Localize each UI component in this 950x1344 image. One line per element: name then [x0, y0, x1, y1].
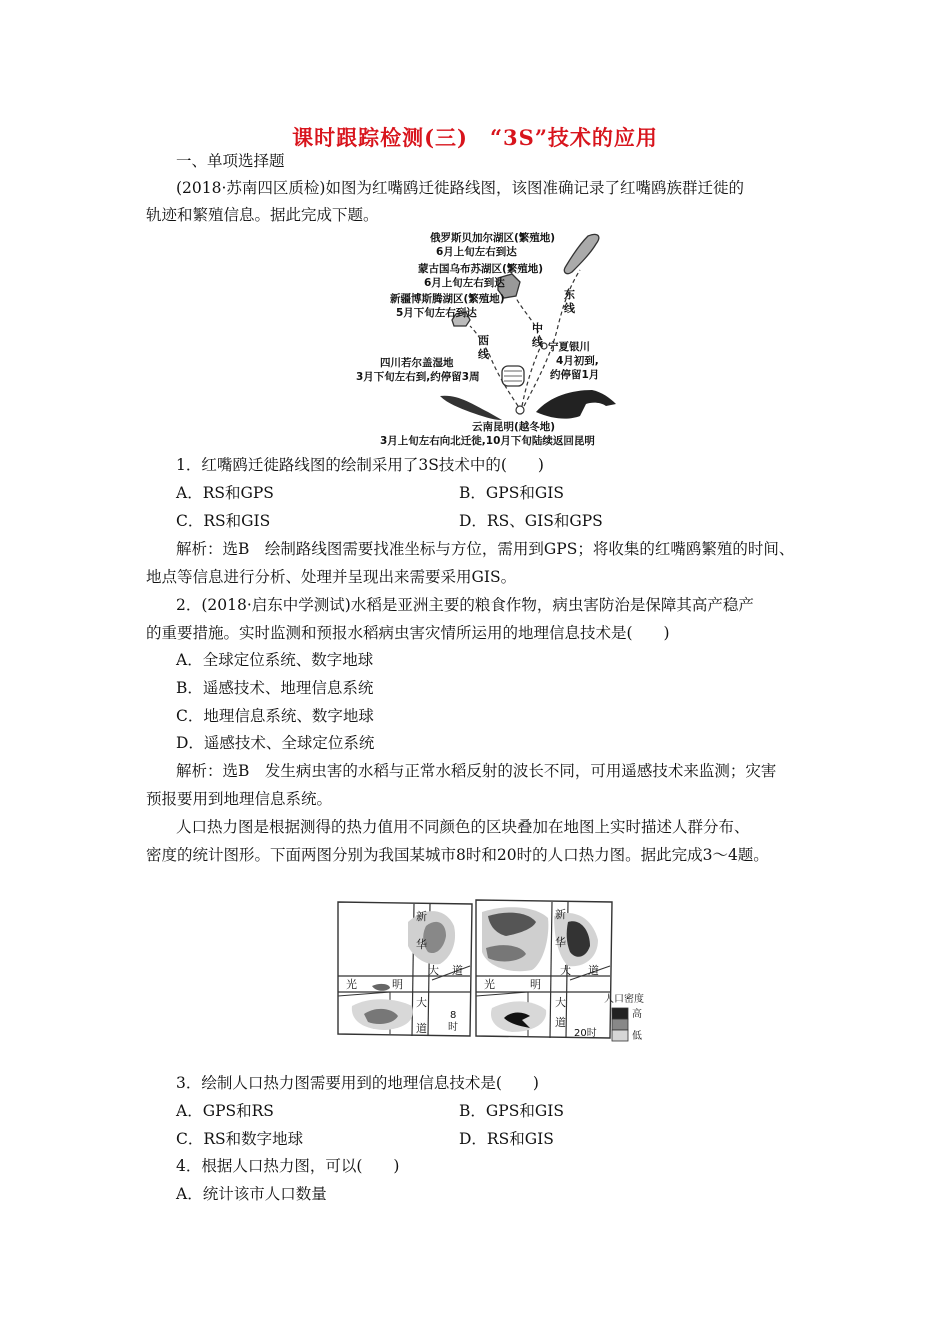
right-guangming-1: 光	[484, 978, 495, 991]
q2-option-c: C．地理信息系统、数字地球	[176, 707, 374, 725]
label-sichuan-time: 3月下旬左右到,约停留3周	[356, 371, 480, 383]
right-xinhua-2: 华	[555, 936, 566, 949]
legend-title: 人口密度	[604, 994, 644, 1005]
q4-option-a: A．统计该市人口数量	[176, 1185, 327, 1203]
left-guangming-2: 明	[392, 978, 403, 991]
q1-stem: 1．红嘴鸥迁徙路线图的绘制采用了3S技术中的( )	[176, 456, 544, 474]
intro2-line2: 密度的统计图形。下面两图分别为我国某城市8时和20时的人口热力图。据此完成3～4题。	[146, 846, 769, 864]
right-xinhua-1: 新	[555, 908, 566, 921]
intro1-line2: 轨迹和繁殖信息。据此完成下题。	[146, 206, 379, 224]
label-20: 20时	[574, 1028, 597, 1039]
right-guangming-3: 大	[555, 996, 566, 1009]
q1-option-c: C．RS和GIS	[176, 512, 271, 530]
q2-analysis-line1: 解析：选B 发生病虫害的水稻与正常水稻反射的波长不同，可用遥感技术来监测；灾害	[176, 762, 777, 780]
intro1-line1: (2018·苏南四区质检)如图为红嘴鸥迁徙路线图，该图准确记录了红嘴鸥族群迁徙的	[176, 179, 744, 197]
q2-option-a: A．全球定位系统、数字地球	[176, 651, 374, 669]
label-8-1: 8	[450, 1010, 457, 1021]
label-ningxia-time1: 4月初到,	[556, 355, 599, 367]
legend-low-swatch	[612, 1030, 628, 1041]
q2-stem-line1: 2．(2018·启东中学测试)水稻是亚洲主要的粮食作物，病虫害防治是保障其高产稳产	[176, 596, 754, 614]
q3-option-b: B．GPS和GIS	[459, 1102, 564, 1120]
label-xinjiang: 新疆博斯腾湖区(繁殖地)	[390, 293, 505, 305]
middle-route	[516, 298, 541, 406]
label-yunnan: 云南昆明(越冬地)	[472, 421, 556, 433]
left-guangming-4: 道	[416, 1022, 427, 1035]
q2-analysis-line2: 预报要用到地理信息系统。	[146, 790, 333, 808]
q1-option-a: A．RS和GPS	[176, 484, 274, 502]
left-xinhua-1: 新	[416, 910, 427, 923]
gull-left-icon	[440, 396, 502, 420]
legend-high-swatch	[612, 1008, 628, 1019]
q1-option-b: B．GPS和GIS	[459, 484, 564, 502]
label-mongolia: 蒙古国乌布苏湖区(繁殖地)	[418, 263, 544, 275]
q1-option-d: D．RS、GIS和GPS	[459, 512, 603, 530]
label-east-line-2: 线	[564, 302, 575, 315]
label-west-line-1: 西	[478, 334, 489, 347]
density-legend	[612, 1008, 628, 1041]
label-xinjiang-time: 5月下旬左右到达	[396, 307, 477, 319]
q2-option-d: D．遥感技术、全球定位系统	[176, 734, 375, 752]
label-8-2: 时	[448, 1022, 458, 1033]
q1-analysis-line2: 地点等信息进行分析、处理并呈现出来需要采用GIS。	[146, 568, 517, 586]
label-mongolia-time: 6月上旬左右到达	[424, 277, 505, 289]
q1-analysis-line1: 解析：选B 绘制路线图需要找准坐标与方位，需用到GPS；将收集的红嘴鸥繁殖的时间、	[176, 540, 795, 558]
left-guangming-1: 光	[346, 978, 357, 991]
label-middle-line-1: 中	[532, 322, 543, 335]
label-ningxia: 宁夏银川	[548, 341, 590, 353]
label-middle-line-2: 线	[532, 336, 543, 349]
right-guangming-4: 道	[555, 1016, 566, 1029]
page-title: 课时跟踪检测(三) “3S”技术的应用	[292, 125, 658, 150]
label-yunnan-time: 3月上旬左右向北迁徙,10月下旬陆续返回昆明	[380, 435, 595, 447]
legend-high-label: 高	[632, 1009, 642, 1020]
label-ningxia-time2: 约停留1月	[550, 369, 600, 381]
label-russia-time: 6月上旬左右到达	[436, 246, 517, 258]
right-xinhua-4: 道	[588, 964, 599, 977]
label-west-line-2: 线	[478, 348, 489, 361]
left-xinhua-2: 华	[416, 938, 427, 951]
legend-mid-swatch	[612, 1019, 628, 1030]
q3-option-c: C．RS和数字地球	[176, 1130, 304, 1148]
section-heading: 一、单项选择题	[176, 152, 285, 170]
q3-stem: 3．绘制人口热力图需要用到的地理信息技术是( )	[176, 1074, 539, 1092]
q3-option-a: A．GPS和RS	[176, 1102, 274, 1120]
intro2-line1: 人口热力图是根据测得的热力值用不同颜色的区块叠加在地图上实时描述人群分布、	[176, 818, 750, 836]
q2-option-b: B．遥感技术、地理信息系统	[176, 679, 374, 697]
q2-stem-line2: 的重要措施。实时监测和预报水稻病虫害灾情所运用的地理信息技术是( )	[146, 624, 670, 642]
kunming-point	[516, 406, 524, 414]
label-russia: 俄罗斯贝加尔湖区(繁殖地)	[430, 232, 556, 244]
label-sichuan: 四川若尔盖湿地	[380, 357, 454, 369]
right-xinhua-3: 大	[560, 964, 571, 977]
population-heat-map	[336, 896, 656, 1044]
left-guangming-3: 大	[416, 996, 427, 1009]
gull-right-icon	[536, 390, 616, 419]
q3-option-d: D．RS和GIS	[459, 1130, 554, 1148]
left-xinhua-3: 大	[428, 964, 439, 977]
right-guangming-2: 明	[530, 978, 541, 991]
q4-stem: 4．根据人口热力图，可以( )	[176, 1157, 400, 1175]
label-east-line-1: 东	[564, 288, 575, 301]
left-xinhua-4: 道	[452, 964, 463, 977]
legend-low-label: 低	[632, 1031, 642, 1042]
baikal-lake-shape	[564, 234, 598, 273]
migration-route-map	[340, 226, 640, 448]
